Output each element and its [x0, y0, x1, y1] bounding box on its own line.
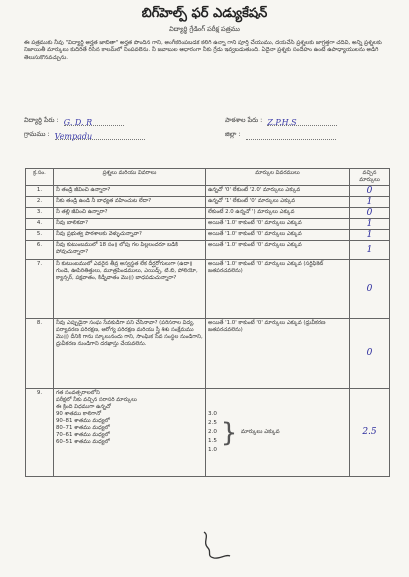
- column-header: వచ్చిన మార్కులు: [350, 169, 390, 186]
- scale-value: 2.5: [208, 420, 217, 426]
- question-text: నీవు ప్రభుత్వ పాఠశాలకు వెళ్ళుచున్నావా?: [54, 230, 206, 241]
- question-text: నీ కుటుంబములో ఎవరైన తీవ్ర అస్వస్థత లేక దీర్ఘరోగులుగా (ఉదా॥ గుండె, ఊపిరితిత్తులు, మూత్రపిండములు, ఎయిడ్స్, టి.బి, పోలియో, క్యాన్సర్, పక్షవాతం, కిడ్నీవాతం మొ॥) బాధపడుచున్నారా?: [54, 260, 206, 319]
- grading-table: [25, 168, 390, 477]
- table-row: [26, 260, 390, 319]
- village-field: [24, 130, 145, 140]
- village-label: గ్రామము :: [24, 130, 50, 138]
- row-number: 7.: [26, 260, 54, 319]
- village-value: Vempadu: [55, 132, 145, 140]
- question-line: గత సంవత్సరాలలోని: [56, 390, 100, 396]
- school-name-label: పాఠశాల పేరు :: [225, 116, 263, 124]
- table-header-row: [26, 169, 390, 186]
- student-name-field: [24, 116, 124, 126]
- student-name-label: విద్యార్థి పేరు :: [24, 116, 59, 124]
- awarded-marks: 2.5: [350, 389, 390, 477]
- instructions-paragraph: ఈ పత్రముకు నీవు "విద్యార్థి అర్హత జాబితా" అర్హత పొందిన గాని, అంగీకరింపబడక కలిగి ఉన్నా గాని పూర్తి చేయుము, దయచేసి ప్రశ్నలకు జాగ్రత్తగా చదివి, అన్ని ప్రశ్నలకు నిజాయితీ మార్కులు కుదిరితే రిసిన కాలమ్‌లో నింపవలెను. నీ జవాబుల ఆధారంగా నీకు గ్రేడు ఇవ్వబడుతుంది. ఏదైనా ప్రశ్నకు సందేహం ఉంటే ఉపాధ్యాయులను అడిగి తెలుసుకొనవచ్చును.: [24, 40, 382, 61]
- marks-criteria: ఉన్నచో '0' లేకుంటే '2.0' మార్కులు ఎక్కువ: [206, 186, 350, 197]
- school-name-value: Z.P.H.S: [267, 118, 337, 126]
- awarded-marks: 0: [350, 186, 390, 197]
- column-header: మార్కుల వివరములు: [206, 169, 350, 186]
- question-line: పరీక్షలో నీకు వచ్చిన సరాసరి మార్కులు: [56, 397, 137, 403]
- marks-criteria: లేకుంటే 2.0 ఉన్నచో ') మార్కులు ఎక్కువ: [206, 208, 350, 219]
- row-number: 1.: [26, 186, 54, 197]
- student-name-value: G. D. R: [64, 118, 124, 126]
- marks-criteria: [206, 389, 350, 477]
- table-row: [26, 241, 390, 260]
- awarded-marks: 1: [350, 241, 390, 260]
- question-text: నీ తండ్రి జీవించి ఉన్నారా?: [54, 186, 206, 197]
- column-header: క్ర.సం.: [26, 169, 54, 186]
- awarded-marks: 0: [350, 319, 390, 389]
- table-row: [26, 219, 390, 230]
- marks-criteria: ఉన్నచో '1' లేకుంటే '0' మార్కులు ఎక్కువ: [206, 197, 350, 208]
- row-number: 6.: [26, 241, 54, 260]
- awarded-marks: 0: [350, 260, 390, 319]
- scale-value: 1.5: [208, 438, 217, 444]
- marks-criteria: అయితే '1.0' కాకుంటే '0' మార్కులు ఎక్కువ (సర్టిఫికెట్ జతపరచవలెను): [206, 260, 350, 319]
- table-row: [26, 208, 390, 219]
- brace-icon: }: [220, 417, 238, 448]
- question-text: నీకు తండ్రి ఉండి నీ బాధ్యత వహించుట లేదా?: [54, 197, 206, 208]
- table-row: [26, 186, 390, 197]
- column-header: ప్రశ్నలు మరియు వివరాలు: [54, 169, 206, 186]
- awarded-marks: 1: [350, 230, 390, 241]
- marks-criteria: అయితే '1.0' కాకుంటే '0' మార్కులు ఎక్కువ (ధ్రువీకరణ జతపరచవలెను): [206, 319, 350, 389]
- row-number: 4.: [26, 219, 54, 230]
- question-line: 90–81 శాతము మధ్యలో: [56, 418, 110, 424]
- table-row: [26, 230, 390, 241]
- question-text: నీవు కుటుంబములో 18 సం॥ లోపు గల పిల్లలందరూ బడికి పోవుచున్నారా?: [54, 241, 206, 260]
- row-number: 3.: [26, 208, 54, 219]
- scale-value: 1.0: [208, 447, 217, 453]
- awarded-marks: 1: [350, 219, 390, 230]
- scale-caption: మార్కులు ఎక్కువ: [241, 429, 280, 435]
- district-value: [246, 132, 336, 140]
- question-text: నీవు ఎప్పుడైనా సంఘ సేవకుడిగా పని చేసినావా? (పరిసరాల విద్య, పర్యావరణ పరిరక్షణ, ఆరోగ్య పరిరక్షణ మరియు స్త్రీ శిశు సంక్షేమము మొ॥) దీనికి గాను స్కూలునందు గాని, సాంఘిక సేవ సంస్థల నుండిగాని, ధ్రువీకరణ నుండిగాని దరఖాస్తు చేయవలెను.: [54, 319, 206, 389]
- table-row: [26, 197, 390, 208]
- question-line: 70–61 శాతము మధ్యలో: [56, 432, 110, 438]
- organization-title: బిగ్‌హెల్ప్ ఫర్ ఎడ్యుకేషన్: [141, 6, 268, 21]
- question-line: ఈ క్రింది విధముగా ఉన్నచో: [56, 404, 111, 410]
- table-row: [26, 319, 390, 389]
- question-line: 60–51 శాతము మధ్యలో: [56, 439, 110, 445]
- question-text: [54, 389, 206, 477]
- row-number: 9.: [26, 389, 54, 477]
- row-number: 5.: [26, 230, 54, 241]
- marks-criteria: అయితే '1.0' కాకుంటే '0' మార్కులు ఎక్కువ: [206, 241, 350, 260]
- question-line: 80–71 శాతము మధ్యలో: [56, 425, 110, 431]
- row-number: 2.: [26, 197, 54, 208]
- row-number: 8.: [26, 319, 54, 389]
- marks-criteria: అయితే '1.0' కాకుంటే '0' మార్కులు ఎక్కువ: [206, 230, 350, 241]
- scale-value: 3.0: [208, 411, 217, 417]
- awarded-marks: 0: [350, 208, 390, 219]
- district-label: జిల్లా :: [225, 130, 241, 138]
- table-row: [26, 389, 390, 477]
- question-line: 90 శాతము కాలిగానో: [56, 411, 102, 417]
- question-text: నీ తల్లి జీవించి ఉన్నారా?: [54, 208, 206, 219]
- marks-scale: [208, 410, 217, 455]
- district-field: [225, 130, 336, 140]
- signature-mark: [196, 528, 236, 562]
- question-text: నీవు బాలికవా?: [54, 219, 206, 230]
- scale-value: 2.0: [208, 429, 217, 435]
- form-subtitle: విద్యార్థి గ్రేడింగ్ పరీక్ష పత్రము: [169, 25, 240, 33]
- marks-criteria: అయితే '1.0' కాకుంటే '0' మార్కులు ఎక్కువ: [206, 219, 350, 230]
- school-name-field: [225, 116, 337, 126]
- awarded-marks: 1: [350, 197, 390, 208]
